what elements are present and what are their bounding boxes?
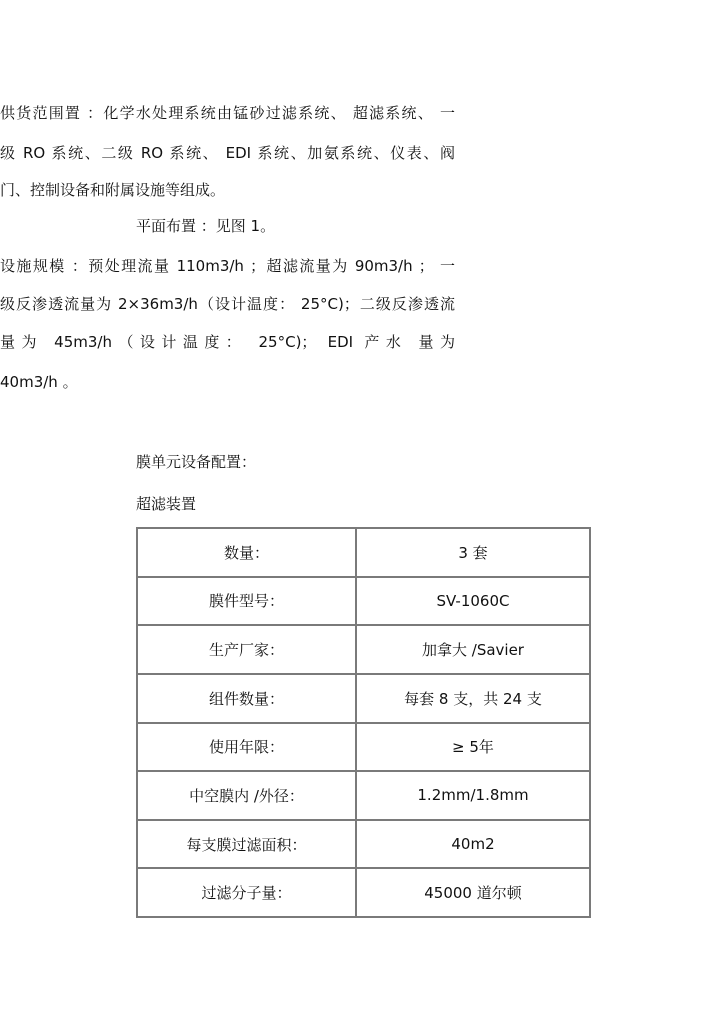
layout-paragraph: 平面布置 ：见图 1。 (136, 217, 276, 235)
spec-label: 组件数量： (137, 674, 356, 723)
table-row (137, 723, 590, 772)
spec-label: 中空膜内 /外径： (137, 771, 356, 820)
spec-value: 1.2mm/1.8mm (356, 771, 590, 820)
spec-value: 每套 8 支，共 24 支 (356, 674, 590, 723)
membrane-heading: 膜单元设备配置： (136, 453, 257, 471)
capacity-line-4: 40m3/h 。 (0, 373, 78, 391)
spec-value: ≥ 5年 (356, 723, 590, 772)
scope-line-3: 门、控制设备和附属设施等组成。 (0, 181, 226, 199)
spec-value: SV-1060C (356, 577, 590, 626)
table-row (137, 625, 590, 674)
capacity-line-2: 级反渗透流量为 2×36m3/h（设计温度： 25°C)；二级反渗透流 (0, 295, 455, 313)
scope-line-1: 供货范围置 ：化学水处理系统由锰砂过滤系统、 超滤系统、 一 (0, 104, 455, 122)
capacity-line-3: 量为 45m3/h（设计温度： 25°C)； EDI 产水 量为 (0, 333, 455, 351)
capacity-line-1: 设施规模 ：预处理流量 110m3/h ；超滤流量为 90m3/h ； 一 (0, 257, 455, 275)
spec-label: 每支膜过滤面积： (137, 820, 356, 869)
spec-label: 过滤分子量： (137, 868, 356, 917)
spec-label: 使用年限： (137, 723, 356, 772)
table-row (137, 771, 590, 820)
spec-label: 膜件型号： (137, 577, 356, 626)
spec-value: 40m2 (356, 820, 590, 869)
table-row (137, 674, 590, 723)
spec-label: 数量： (137, 528, 356, 577)
spec-value: 45000 道尔顿 (356, 868, 590, 917)
spec-value: 加拿大 /Savier (356, 625, 590, 674)
table-row (137, 868, 590, 917)
table-row (137, 528, 590, 577)
spec-label: 生产厂家： (137, 625, 356, 674)
uf-heading: 超滤装置 (136, 495, 197, 513)
table-row (137, 577, 590, 626)
scope-line-2: 级 RO 系统、二级 RO 系统、 EDI 系统、加氨系统、仪表、阀 (0, 144, 455, 162)
uf-spec-table (136, 527, 591, 918)
spec-value: 3 套 (356, 528, 590, 577)
table-row (137, 820, 590, 869)
